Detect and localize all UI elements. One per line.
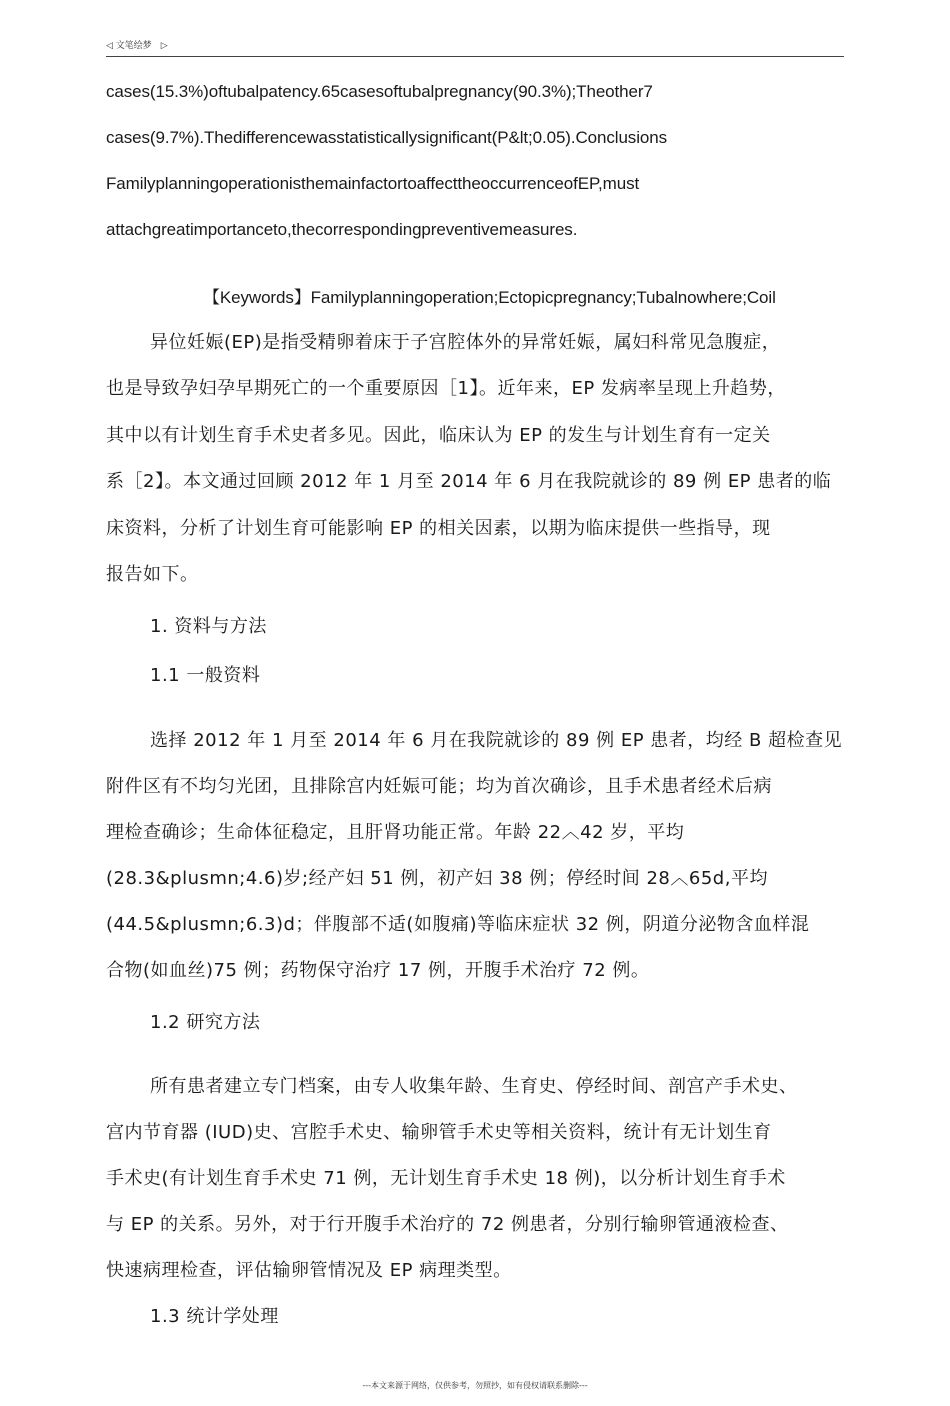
intro-line: 也是导致孕妇孕早期死亡的一个重要原因［1】。近年来，EP 发病率呈现上升趋势，	[106, 378, 786, 399]
subsection-title: 1.2 研究方法	[150, 1012, 261, 1033]
intro-line: 其中以有计划生育手术史者多见。因此，临床认为 EP 的发生与计划生育有一定关	[106, 425, 771, 446]
paragraph-line: 选择 2012 年 1 月至 2014 年 6 月在我院就诊的 89 例 EP 患者，均经 B 超检查见	[150, 730, 843, 751]
section-title: 1. 资料与方法	[150, 616, 267, 637]
paragraph-line: (28.3&plusmn;4.6)岁;经产妇 51 例，初产妇 38 例；停经时间 28︿65d,平均	[106, 868, 768, 889]
paragraph-line: 宫内节育器 (IUD)史、宫腔手术史、输卵管手术史等相关资料，统计有无计划生育	[106, 1122, 772, 1143]
header-text: 文笔绘梦	[115, 41, 152, 51]
paragraph-line: 合物(如血丝)75 例；药物保守治疗 17 例，开腹手术治疗 72 例。	[106, 960, 650, 981]
page-footer: ---本文来源于网络，仅供参考，勿照抄，如有侵权请联系删除---	[362, 1381, 588, 1390]
paragraph-line: 快速病理检查，评估输卵管情况及 EP 病理类型。	[106, 1260, 512, 1281]
subsection-title: 1.3 统计学处理	[150, 1306, 279, 1327]
paragraph-line: 理检查确诊；生命体征稳定，且肝肾功能正常。年龄 22︿42 岁，平均	[106, 822, 685, 843]
abstract-line: attachgreatimportanceto,thecorrespondingpreventivemeasures.	[106, 220, 578, 239]
keywords-line: 【Keywords】Familyplanningoperation;Ectopicpregnancy;Tubalnowhere;Coil	[203, 288, 776, 307]
paragraph-line: 手术史(有计划生育手术史 71 例，无计划生育手术史 18 例)，以分析计划生育手术	[106, 1168, 786, 1189]
intro-line: 报告如下。	[106, 564, 199, 585]
intro-line: 系［2】。本文通过回顾 2012 年 1 月至 2014 年 6 月在我院就诊的 89 例 EP 患者的临	[106, 471, 832, 492]
page-header	[106, 38, 844, 57]
paragraph-line: 与 EP 的关系。另外，对于行开腹手术治疗的 72 例患者，分别行输卵管通液检查、	[106, 1214, 789, 1235]
left-arrow-icon: ◁	[106, 41, 113, 51]
paragraph-line: 附件区有不均匀光团，且排除宫内妊娠可能；均为首次确诊，且手术患者经术后病	[106, 776, 772, 797]
subsection-title: 1.1 一般资料	[150, 665, 261, 686]
paragraph-line: 所有患者建立专门档案，由专人收集年龄、生育史、停经时间、剖宫产手术史、	[150, 1076, 798, 1097]
abstract-line: FamilyplanningoperationisthemainfactortoaffecttheoccurrenceofEP,must	[106, 174, 640, 193]
intro-line: 床资料，分析了计划生育可能影响 EP 的相关因素，以期为临床提供一些指导，现	[106, 518, 771, 539]
abstract-line: cases(9.7%).Thedifferencewasstatisticallysignificant(P&lt;0.05).Conclusions	[106, 128, 667, 147]
right-arrow-icon: ▷	[160, 41, 168, 51]
paragraph-line: (44.5&plusmn;6.3)d；伴腹部不适(如腹痛)等临床症状 32 例，阴道分泌物含血样混	[106, 914, 810, 935]
abstract-line: cases(15.3%)oftubalpatency.65casesoftubalpregnancy(90.3%);Theother7	[106, 82, 653, 101]
intro-line: 异位妊娠(EP)是指受精卵着床于子宫腔体外的异常妊娠，属妇科常见急腹症，	[150, 332, 781, 353]
